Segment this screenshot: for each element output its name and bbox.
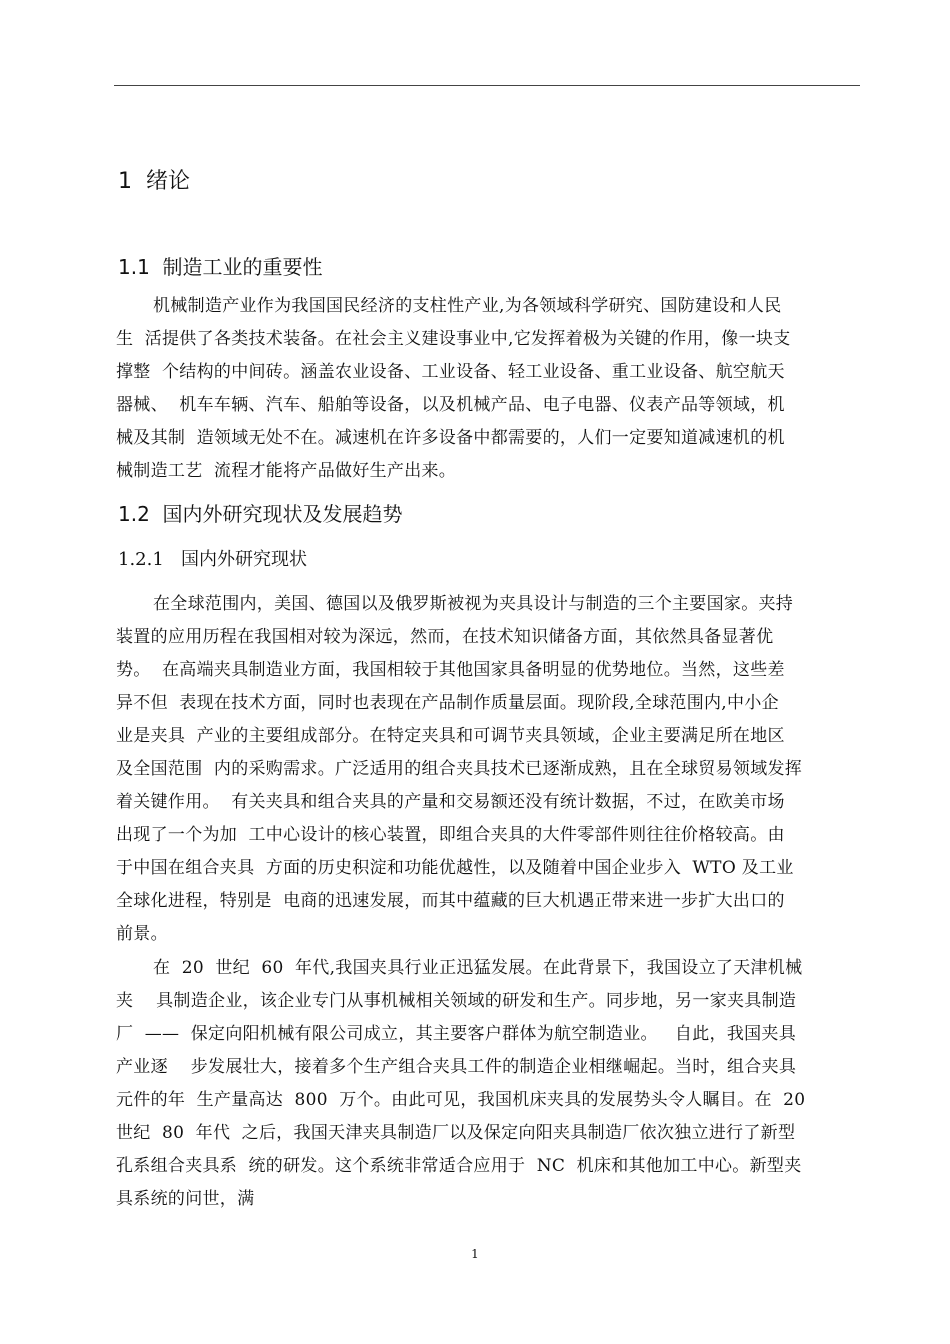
paragraph-manufacturing-importance bbox=[116, 290, 866, 488]
paragraph-line: 撑整 个结构的中间砖。涵盖农业设备、工业设备、轻工业设备、重工业设备、航空航天 bbox=[116, 362, 785, 382]
header-rule bbox=[114, 85, 860, 86]
paragraph-line: 械制造工艺 流程才能将产品做好生产出来。 bbox=[116, 461, 457, 481]
paragraph-line: 业是夹具 产业的主要组成部分。在特定夹具和可调节夹具领域，企业主要满足所在地区 bbox=[116, 726, 785, 746]
paragraph-line: 在 20 世纪 60 年代,我国夹具行业正迅猛发展。在此背景下，我国设立了天津机械 bbox=[153, 958, 803, 978]
paragraph-line: 出现了一个为加 工中心设计的核心装置，即组合夹具的大件零部件则往往价格较高。由 bbox=[116, 825, 785, 845]
paragraph-line: 着关键作用。 有关夹具和组合夹具的产量和交易额还没有统计数据，不过，在欧美市场 bbox=[116, 792, 785, 812]
paragraph-line: 产业逐 步发展壮大，接着多个生产组合夹具工件的制造企业相继崛起。当时，组合夹具 bbox=[116, 1057, 797, 1077]
paragraph-line: 前景。 bbox=[116, 924, 168, 944]
chapter-title: 1 绪论 bbox=[118, 169, 190, 194]
paragraph-line: 全球化进程，特别是 电商的迅速发展，而其中蕴藏的巨大机遇正带来进一步扩大出口的 bbox=[116, 891, 785, 911]
paragraph-research-status bbox=[116, 588, 866, 951]
paragraph-line: 孔系组合夹具系 统的研发。这个系统非常适合应用于 NC 机床和其他加工中心。新型夹 bbox=[116, 1156, 802, 1176]
page-number: 1 bbox=[471, 1247, 479, 1261]
paragraph-line: 械及其制 造领域无处不在。减速机在许多设备中都需要的，人们一定要知道减速机的机 bbox=[116, 428, 785, 448]
paragraph-line: 于中国在组合夹具 方面的历史积淀和功能优越性，以及随着中国企业步入 WTO 及工业 bbox=[116, 858, 794, 878]
paragraph-line: 世纪 80 年代 之后，我国天津夹具制造厂以及保定向阳夹具制造厂依次独立进行了新型 bbox=[116, 1123, 796, 1143]
subsection-title-1-2-1: 1.2.1 国内外研究现状 bbox=[118, 549, 307, 570]
paragraph-line: 及全国范围 内的采购需求。广泛适用的组合夹具技术已逐渐成熟，且在全球贸易领域发挥 bbox=[116, 759, 803, 779]
section-title-1-2: 1.2 国内外研究现状及发展趋势 bbox=[118, 502, 403, 526]
paragraph-line: 异不但 表现在技术方面，同时也表现在产品制作质量层面。现阶段,全球范围内,中小企 bbox=[116, 693, 779, 713]
paragraph-fixture-history bbox=[116, 952, 866, 1216]
paragraph-line: 在全球范围内，美国、德国以及俄罗斯被视为夹具设计与制造的三个主要国家。夹持 bbox=[153, 594, 794, 614]
paragraph-line: 夹 具制造企业，该企业专门从事机械相关领域的研发和生产。同步地，另一家夹具制造 bbox=[116, 991, 797, 1011]
paragraph-line: 厂 —— 保定向阳机械有限公司成立，其主要客户群体为航空制造业。 自此，我国夹具 bbox=[116, 1024, 797, 1044]
paragraph-line: 元件的年 生产量高达 800 万个。由此可见，我国机床夹具的发展势头令人瞩目。在 20 bbox=[116, 1090, 806, 1110]
paragraph-line: 具系统的问世，满 bbox=[116, 1189, 255, 1209]
paragraph-line: 机械制造产业作为我国国民经济的支柱性产业,为各领域科学研究、国防建设和人民 bbox=[153, 296, 782, 316]
section-title-1-1: 1.1 制造工业的重要性 bbox=[118, 255, 323, 279]
paragraph-line: 器械、 机车车辆、汽车、船舶等设备，以及机械产品、电子电器、仪表产品等领域，机 bbox=[116, 395, 785, 415]
paragraph-line: 生 活提供了各类技术装备。在社会主义建设事业中,它发挥着极为关键的作用，像一块支 bbox=[116, 329, 791, 349]
paragraph-line: 装置的应用历程在我国相对较为深远，然而，在技术知识储备方面，其依然具备显著优 bbox=[116, 627, 774, 647]
paragraph-line: 势。 在高端夹具制造业方面，我国相较于其他国家具备明显的优势地位。当然，这些差 bbox=[116, 660, 785, 680]
